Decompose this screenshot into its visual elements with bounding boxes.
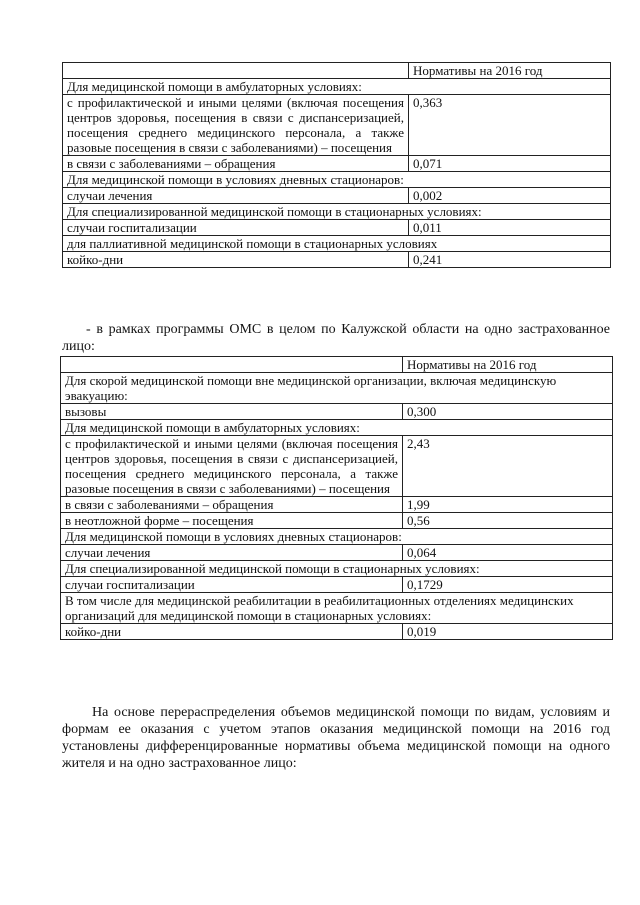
section-row: [63, 172, 611, 188]
section-title: Для специализированной медицинской помощи в стационарных условиях:: [61, 561, 613, 577]
row-value: 0,300: [403, 404, 613, 420]
row-label: случаи госпитализации: [61, 577, 403, 593]
paragraph-differentiated-norms: На основе перераспределения объемов медицинской помощи по видам, условиям и формам ее оказания с учетом этапов оказания медицинской помощи на 2016 год установлены дифференцированные нормативы объема медицинской помощи на одного жителя и на одно застрахованное лицо:: [62, 705, 610, 771]
table-row: [61, 513, 613, 529]
row-label: с профилактической и иными целями (включая посещения центров здоровья, посещения в связи с диспансеризацией, посещения среднего медицинского персонала, а также разовые посещения в связи с заболеваниями) – посещения: [61, 436, 403, 497]
row-value: 0,1729: [403, 577, 613, 593]
norms-table-region: [62, 62, 611, 268]
header-empty-cell: [61, 357, 403, 373]
table-row: [61, 436, 613, 497]
table-header-row: [63, 63, 611, 79]
row-label: в связи с заболеваниями – обращения: [63, 156, 409, 172]
table-row: [63, 95, 611, 156]
row-value: 0,071: [409, 156, 611, 172]
row-label: в связи с заболеваниями – обращения: [61, 497, 403, 513]
section-title: Для медицинской помощи в амбулаторных условиях:: [63, 79, 611, 95]
table-row: [63, 156, 611, 172]
section-title: В том числе для медицинской реабилитации в реабилитационных отделениях медицинских организаций для медицинской помощи в стационарных условиях:: [61, 593, 613, 624]
table-row: [63, 220, 611, 236]
row-label: вызовы: [61, 404, 403, 420]
table-body: [63, 63, 611, 268]
section-row: [61, 593, 613, 624]
row-label: случаи лечения: [61, 545, 403, 561]
paragraph-oms-intro: - в рамках программы ОМС в целом по Калужской области на одно застрахованное лицо:: [62, 322, 610, 354]
table-row: [61, 624, 613, 640]
row-value: 0,363: [409, 95, 611, 156]
section-title: для паллиативной медицинской помощи в стационарных условиях: [63, 236, 611, 252]
table-row: [61, 577, 613, 593]
table-row: [61, 545, 613, 561]
section-title: Для медицинской помощи в амбулаторных условиях:: [61, 420, 613, 436]
table-row: [63, 188, 611, 204]
section-title: Для медицинской помощи в условиях дневных стационаров:: [61, 529, 613, 545]
table-row: [63, 252, 611, 268]
section-title: Для скорой медицинской помощи вне медицинской организации, включая медицинскую эвакуацию:: [61, 373, 613, 404]
row-value: 1,99: [403, 497, 613, 513]
section-row: [61, 529, 613, 545]
row-value: 0,011: [409, 220, 611, 236]
table-row: [61, 497, 613, 513]
section-row: [61, 420, 613, 436]
header-cell: Нормативы на 2016 год: [409, 63, 611, 79]
table-row: [61, 404, 613, 420]
row-value: 0,002: [409, 188, 611, 204]
row-value: 0,241: [409, 252, 611, 268]
section-title: Для медицинской помощи в условиях дневных стационаров:: [63, 172, 611, 188]
section-row: [61, 561, 613, 577]
row-label: койко-дни: [63, 252, 409, 268]
row-label: в неотложной форме – посещения: [61, 513, 403, 529]
row-label: койко-дни: [61, 624, 403, 640]
row-label: с профилактической и иными целями (включая посещения центров здоровья, посещения в связи с диспансеризацией, посещения среднего медицинского персонала, а также разовые посещения в связи с заболеваниями) – посещения: [63, 95, 409, 156]
norms-table-oms: [60, 356, 613, 640]
table-body: [61, 357, 613, 640]
section-row: [63, 204, 611, 220]
section-title: Для специализированной медицинской помощи в стационарных условиях:: [63, 204, 611, 220]
header-empty-cell: [63, 63, 409, 79]
row-label: случаи госпитализации: [63, 220, 409, 236]
section-row: [63, 79, 611, 95]
row-value: 2,43: [403, 436, 613, 497]
section-row: [61, 373, 613, 404]
section-row: [63, 236, 611, 252]
row-value: 0,019: [403, 624, 613, 640]
header-cell: Нормативы на 2016 год: [403, 357, 613, 373]
row-value: 0,064: [403, 545, 613, 561]
row-label: случаи лечения: [63, 188, 409, 204]
row-value: 0,56: [403, 513, 613, 529]
table-header-row: [61, 357, 613, 373]
